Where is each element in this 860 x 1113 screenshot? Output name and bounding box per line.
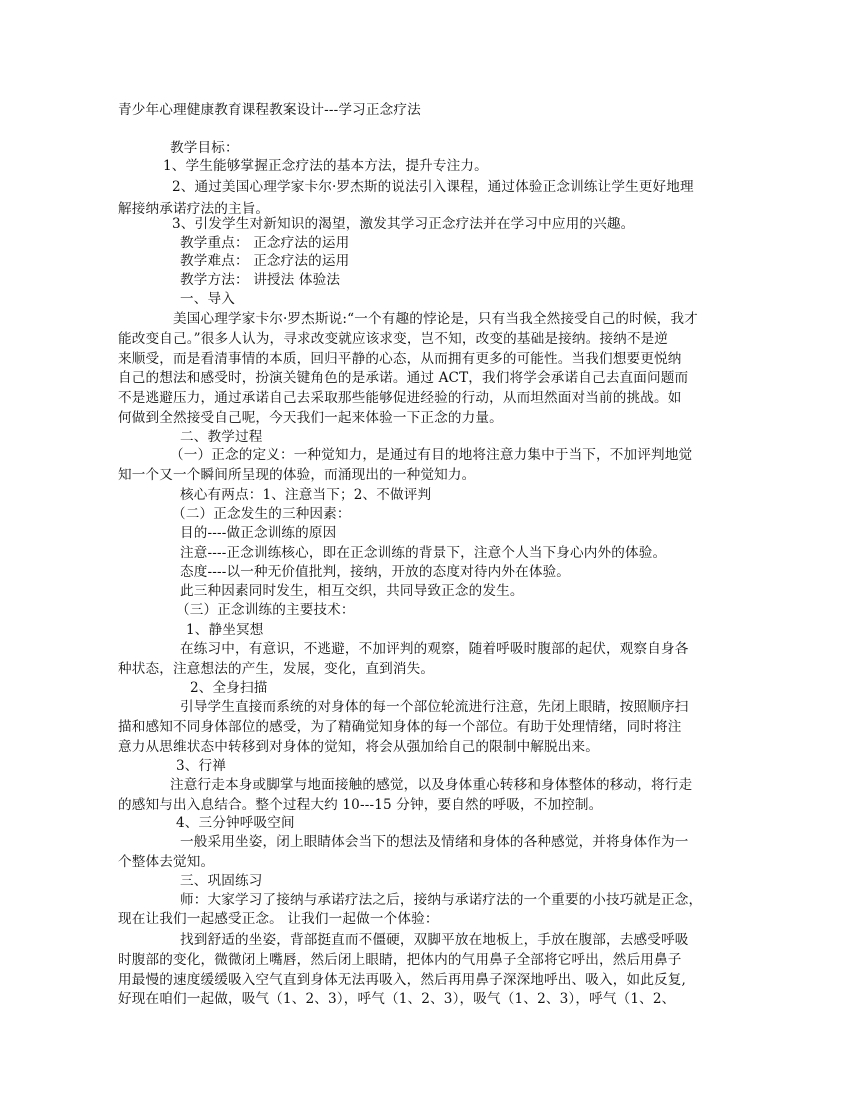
- text-line: 描和感知不同身体部位的感受，为了精确觉知身体的每一个部位。有助于处理情绪，同时将注: [118, 719, 682, 735]
- text-line: 1、静坐冥想: [186, 622, 264, 638]
- text-line: 师：大家学习了接纳与承诺疗法之后，接纳与承诺疗法的一个重要的小技巧就是正念，: [180, 892, 703, 908]
- text-line: 一般采用坐姿，闭上眼睛体会当下的想法及情绪和身体的各种感觉，并将身体作为一: [180, 834, 689, 850]
- text-line: 知一个又一个瞬间所呈现的体验，而涌现出的一种觉知力。: [118, 467, 476, 483]
- text-line: （一）正念的定义：一种觉知力，是通过有目的地将注意力集中于当下，不加评判地觉: [170, 447, 693, 463]
- text-line: 引导学生直接而系统的对身体的每一个部位轮流进行注意，先闭上眼睛，按照顺序扫: [180, 699, 689, 715]
- text-line: （二）正念发生的三种因素：: [172, 506, 351, 522]
- section-heading: 二、教学过程: [180, 429, 263, 445]
- text-line: 何做到全然接受自己呢，今天我们一起来体验一下正念的力量。: [118, 410, 503, 426]
- text-line: 教学难点： 正念疗法的运用: [180, 253, 350, 269]
- text-line: 4、三分钟呼吸空间: [176, 815, 295, 831]
- text-line: 自己的想法和感受时，扮演关键角色的是承诺。通过 ACT，我们将学会承诺自己去直面问题而: [118, 370, 689, 386]
- text-line: 态度----以一种无价值批判，接纳，开放的态度对待内外在体验。: [180, 564, 571, 580]
- text-line: 种状态，注意想法的产生，发展，变化，直到消失。: [118, 661, 435, 677]
- section-heading: 三、巩固练习: [180, 873, 263, 889]
- text-line: 现在让我们一起感受正念。 让我们一起做一个体验：: [118, 911, 439, 927]
- text-line: 的感知与出入息结合。整个过程大约 10---15 分钟，要自然的呼吸，不加控制。: [118, 797, 603, 813]
- text-line: 来顺受，而是看清事情的本质，回归平静的心态，从而拥有更多的可能性。当我们想要更悦纳: [118, 351, 682, 367]
- text-line: 好现在咱们一起做，吸气（1、2、3），呼气（1、2、3），吸气（1、2、3），呼气（1、2、: [118, 991, 676, 1007]
- text-line: 核心有两点：1、注意当下；2、不做评判: [180, 487, 432, 503]
- text-line: 用最慢的速度缓缓吸入空气直到身体无法再吸入，然后再用鼻子深深地呼出、吸入，如此反复,: [118, 972, 686, 988]
- text-line: 教学重点： 正念疗法的运用: [180, 235, 350, 251]
- text-line: 找到舒适的坐姿，背部挺直而不僵硬，双脚平放在地板上，手放在腹部，去感受呼吸: [180, 932, 689, 948]
- text-line: 注意行走本身或脚掌与地面接触的感觉，以及身体重心转移和身体整体的移动，将行走: [170, 777, 693, 793]
- text-line: 1、学生能够掌握正念疗法的基本方法，提升专注力。: [163, 158, 488, 174]
- document-title: 青少年心理健康教育课程教案设计---学习正念疗法: [118, 102, 421, 118]
- text-line: 时腹部的变化，微微闭上嘴唇，然后闭上眼睛，把体内的气用鼻子全部将它呼出，然后用鼻子: [118, 952, 682, 968]
- text-line: 3、行禅: [176, 758, 227, 774]
- text-line: 教学方法： 讲授法 体验法: [180, 272, 341, 288]
- text-line: 教学目标：: [170, 140, 239, 156]
- text-line: 2、通过美国心理学家卡尔·罗杰斯的说法引入课程，通过体验正念训练让学生更好地理: [172, 179, 694, 195]
- text-line: 3、引发学生对新知识的渴望，激发其学习正念疗法并在学习中应用的兴趣。: [172, 216, 635, 232]
- text-line: 在练习中，有意识，不逃避，不加评判的观察，随着呼吸时腹部的起伏，观察自身各: [180, 641, 689, 657]
- text-line: 解接纳承诺疗法的主旨。: [118, 201, 270, 217]
- section-heading: 一、导入: [180, 291, 235, 307]
- text-line: 能改变自己。”很多人认为，寻求改变就应该求变，岂不知，改变的基础是接纳。接纳不是逆: [118, 331, 669, 347]
- text-line: 个整体去觉知。: [118, 854, 215, 870]
- text-line: 不是逃避压力，通过承诺自己去采取那些能够促进经验的行动，从而坦然面对当前的挑战。如: [118, 390, 682, 406]
- text-line: 美国心理学家卡尔·罗杰斯说:“一个有趣的悖论是，只有当我全然接受自己的时候，我才: [173, 311, 698, 327]
- text-line: 目的----做正念训练的原因: [180, 525, 337, 541]
- text-line: 注意----正念训练核心，即在正念训练的背景下，注意个人当下身心内外的体验。: [180, 545, 667, 561]
- text-line: 2、全身扫描: [190, 680, 268, 696]
- text-line: 此三种因素同时发生，相互交织，共同导致正念的发生。: [180, 583, 524, 599]
- text-line: 意力从思维状态中转移到对身体的觉知，将会从强加给自己的限制中解脱出来。: [118, 739, 600, 755]
- text-line: （三）正念训练的主要技术：: [176, 602, 355, 618]
